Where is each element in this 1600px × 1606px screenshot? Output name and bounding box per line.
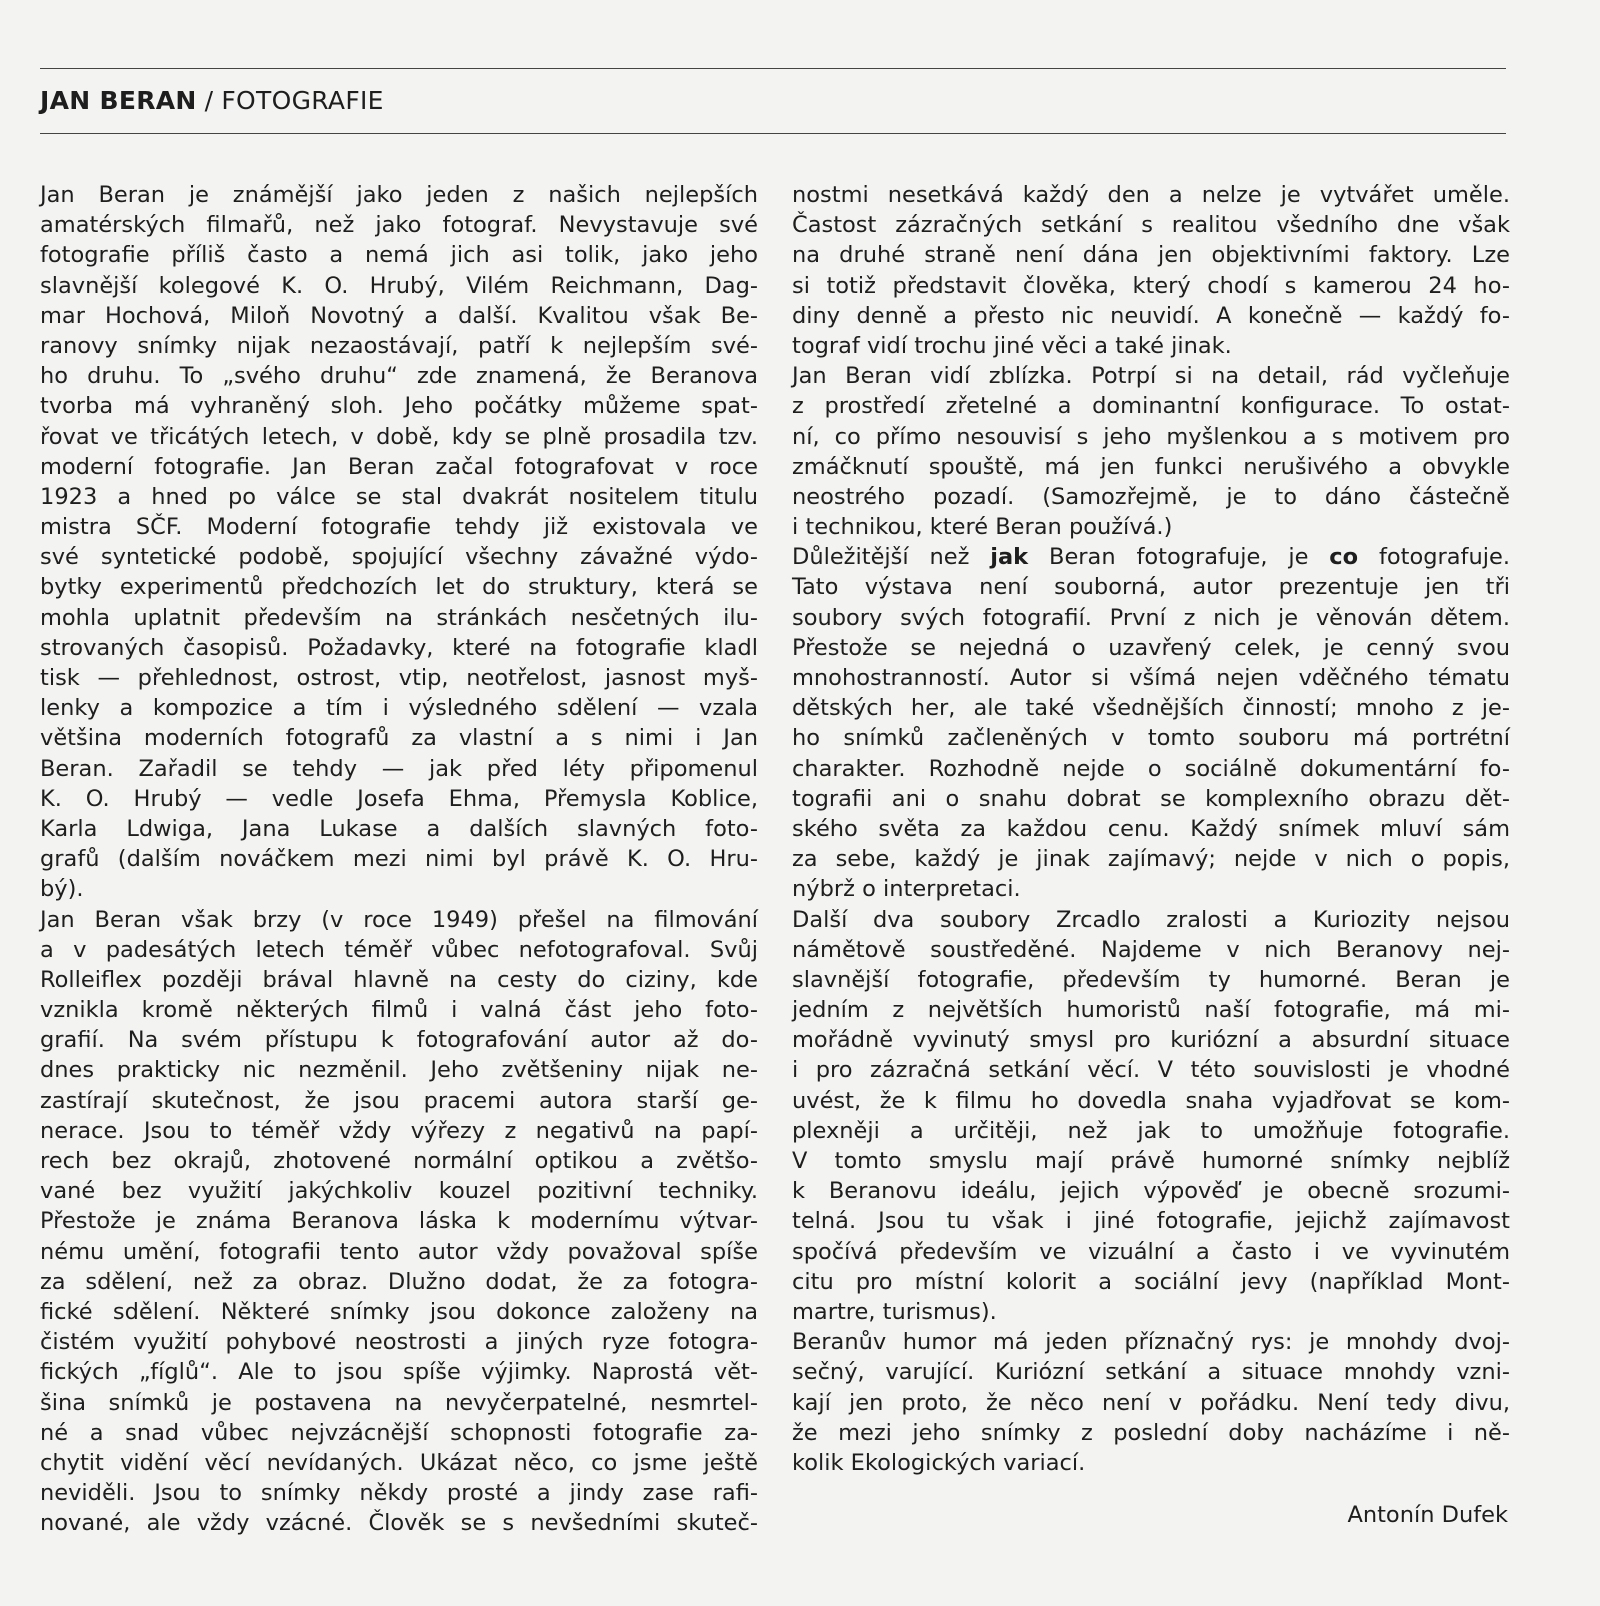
text-line: i technikou, které Beran používá.) [792, 514, 1173, 541]
text-line: bytky experimentů předchozích let do struktury, která se [40, 574, 758, 601]
text-line: charakter. Rozhodně nejde o sociálně dokumentární fo- [792, 755, 1510, 782]
text-segment: Důležitější než [792, 544, 991, 571]
text-line: nované, ale vždy vzácné. Člověk se s nevšedními skuteč- [40, 1510, 758, 1537]
emphasis-word: jak [990, 544, 1029, 571]
text-line: a v padesátých letech téměř vůbec nefotografoval. Svůj [40, 936, 758, 963]
text-line: moderní fotografie. Jan Beran začal fotografovat v roce [40, 453, 758, 480]
text-line: Častost zázračných setkání s realitou všedního dne však [792, 212, 1510, 239]
text-line: tograf vidí trochu jiné věci a také jinak. [792, 332, 1232, 359]
text-line: ského světa za každou cenu. Každý snímek mluví sám [792, 815, 1510, 842]
text-line: mistra SČF. Moderní fotografie tehdy již existovala ve [40, 514, 758, 541]
text-line: plexněji a určitěji, než jak to umožňuje fotografie. [792, 1117, 1510, 1144]
text-line: slavnější fotografie, především ty humorné. Beran je [792, 966, 1510, 993]
text-line: Jan Beran však brzy (v roce 1949) přešel na filmování [40, 906, 758, 933]
text-line: grafií. Na svém přístupu k fotografování autor až do- [40, 1027, 758, 1054]
text-line: jedním z největších humoristů naší fotografie, má mi- [792, 997, 1510, 1024]
text-line: dnes prakticky nic nezměnil. Jeho zvětšeniny nijak ne- [40, 1057, 758, 1084]
text-line: chytit vidění věcí nevídaných. Ukázat něco, co jsme ještě [40, 1449, 758, 1476]
text-line: čistém využití pohybové neostrosti a jiných ryze fotogra- [40, 1329, 758, 1356]
author-name: JAN BERAN [40, 86, 197, 115]
text-line: mar Hochová, Miloň Novotný a další. Kvalitou však Be- [40, 302, 758, 329]
text-line: slavnější kolegové K. O. Hrubý, Vilém Reichmann, Dag- [40, 272, 758, 299]
text-line: nerace. Jsou to téměř vždy výřezy z negativů na papí- [40, 1117, 758, 1144]
text-line: tografii ani o snahu dobrat se komplexního obrazu dět- [792, 785, 1510, 812]
text-line: fických „fíglů“. Ale to jsou spíše výjimky. Naprostá vět- [40, 1359, 758, 1386]
text-line: ranovy snímky nijak nezaostávají, patří k nejlepším své- [40, 332, 758, 359]
text-segment: Beran fotografuje, je [1028, 544, 1330, 571]
text-line: Jan Beran je známější jako jeden z našich nejlepších [40, 182, 758, 208]
text-line: na druhé straně není dána jen objektivními faktory. Lze [792, 242, 1510, 269]
text-line: Tato výstava není souborná, autor prezentuje jen tři [792, 574, 1510, 601]
emphasis-word: co [1329, 544, 1359, 571]
text-line: z prostředí zřetelné a dominantní konfigurace. To ostat- [792, 393, 1510, 420]
text-line: vznikla kromě některých filmů i valná část jeho foto- [40, 997, 758, 1024]
text-line: bý). [40, 876, 84, 903]
text-line: Beranův humor má jeden příznačný rys: je mnohdy dvoj- [792, 1329, 1510, 1356]
text-line: martre, turismus). [792, 1298, 997, 1325]
text-line: mnohostranností. Autor si všímá nejen vděčného tématu [792, 665, 1510, 691]
text-line: si totiž představit člověka, který chodí s kamerou 24 ho- [792, 272, 1510, 299]
text-line: ho druhu. To „svého druhu“ zde znamená, že Beranova [40, 363, 758, 390]
text-line: Další dva soubory Zrcadlo zralosti a Kuriozity nejsou [792, 906, 1510, 933]
text-line: řovat ve třicátých letech, v době, kdy se plně prosadila tzv. [40, 423, 758, 450]
text-line: Přestože se nejedná o uzavřený celek, je cenný svou [792, 634, 1510, 661]
text-line: mořádně vyvinutý smysl pro kuriózní a absurdní situace [792, 1027, 1510, 1054]
text-line: vané bez využití jakýchkoliv kouzel pozitivní techniky. [40, 1178, 758, 1205]
text-line: soubory svých fotografií. První z nich je věnován dětem. [792, 604, 1510, 631]
text-line: dětských her, ale také všednějších činností; mnoho z je- [792, 695, 1510, 722]
text-line: tvorba má vyhraněný sloh. Jeho počátky můžeme spat- [40, 393, 758, 420]
text-line [792, 542, 1510, 572]
top-rule [40, 68, 1506, 69]
text-line: diny denně a přesto nic neuvidí. A konečně — každý fo- [792, 302, 1510, 329]
text-line: citu pro místní kolorit a sociální jevy (například Mont- [792, 1268, 1510, 1295]
text-line: nýbrž o interpretaci. [792, 876, 1021, 903]
text-line: uvést, že k filmu ho dovedla snaha vyjadřovat se kom- [792, 1087, 1510, 1114]
article-signature: Antonín Dufek [1347, 1502, 1508, 1528]
article-column-left [40, 180, 758, 1538]
text-segment: fotografuje. [1358, 544, 1510, 571]
text-line: Přestože je známa Beranova láska k modernímu výtvar- [40, 1208, 758, 1235]
text-line: své syntetické podobě, spojující všechny závažné výdo- [40, 544, 758, 571]
text-line: ho snímků začleněných v tomto souboru má portrétní [792, 725, 1510, 752]
text-line: neviděli. Jsou to snímky někdy prosté a jindy zase rafi- [40, 1480, 758, 1507]
text-line: K. O. Hrubý — vedle Josefa Ehma, Přemysla Koblice, [40, 785, 758, 812]
header-separator: / [204, 86, 214, 115]
text-line: šina snímků je postavena na nevyčerpatelné, nesmrtel- [40, 1389, 758, 1416]
text-line: ní, co přímo nesouvisí s jeho myšlenkou a s motivem pro [792, 423, 1510, 450]
text-line: 1923 a hned po válce se stal dvakrát nositelem titulu [40, 483, 758, 510]
text-line: lenky a kompozice a tím i výsledného sdělení — vzala [40, 695, 758, 722]
text-line: kají jen proto, že něco není v pořádku. Není tedy divu, [792, 1389, 1510, 1416]
text-line: neostrého pozadí. (Samozřejmě, je to dáno částečně [792, 483, 1510, 510]
text-line: za sebe, každý je jinak zajímavý; nejde v nich o popis, [792, 846, 1510, 873]
text-line: k Beranovu ideálu, jejich výpověď je obecně srozumi- [792, 1178, 1510, 1205]
text-line: spočívá především ve vizuální a často i ve vyvinutém [792, 1238, 1510, 1265]
article-column-right [792, 180, 1510, 1478]
page-header [40, 86, 384, 115]
text-line: Karla Ldwiga, Jana Lukase a dalších slavných foto- [40, 815, 758, 842]
text-line: námětově soustředěné. Najdeme v nich Beranovy nej- [792, 936, 1510, 963]
text-line: rech bez okrajů, zhotovené normální optikou a zvětšo- [40, 1148, 758, 1174]
text-line: né a snad vůbec nejvzácnější schopnosti fotografie za- [40, 1419, 758, 1446]
text-line: většina moderních fotografů za vlastní a s nimi i Jan [40, 725, 758, 752]
text-line: za sdělení, než za obraz. Dlužno dodat, že za fotogra- [40, 1268, 758, 1295]
text-line: strovaných časopisů. Požadavky, které na fotografie kladl [40, 634, 758, 661]
header-subtitle: FOTOGRAFIE [221, 86, 384, 115]
text-line: sečný, varující. Kuriózní setkání a situace mnohdy vzni- [792, 1359, 1510, 1386]
text-line: Rolleiflex později brával hlavně na cesty do ciziny, kde [40, 966, 758, 993]
text-line: nostmi nesetkává každý den a nelze je vytvářet uměle. [792, 182, 1510, 208]
text-line: grafů (dalším nováčkem mezi nimi byl právě K. O. Hru- [40, 846, 758, 873]
text-line: že mezi jeho snímky z poslední doby nacházíme i ně- [792, 1419, 1510, 1446]
text-line: Jan Beran vidí zblízka. Potrpí si na detail, rád vyčleňuje [792, 363, 1510, 390]
text-line: amatérských filmařů, než jako fotograf. Nevystavuje své [40, 212, 758, 239]
text-line: telná. Jsou tu však i jiné fotografie, jejichž zajímavost [792, 1208, 1510, 1235]
text-line: zastírají skutečnost, že jsou pracemi autora starší ge- [40, 1087, 758, 1114]
bottom-rule [40, 133, 1506, 134]
text-line: tisk — přehlednost, ostrost, vtip, neotřelost, jasnost myš- [40, 665, 758, 691]
text-line: i pro zázračná setkání věcí. V této souvislosti je vhodné [792, 1057, 1510, 1084]
text-line: kolik Ekologických variací. [792, 1449, 1086, 1476]
text-line: V tomto smyslu mají právě humorné snímky nejblíž [792, 1148, 1510, 1174]
text-line: Beran. Zařadil se tehdy — jak před léty připomenul [40, 755, 758, 782]
text-line: mohla uplatnit především na stránkách nesčetných ilu- [40, 604, 758, 631]
text-line: zmáčknutí spouště, má jen funkci nerušivého a obvykle [792, 453, 1510, 480]
text-line: fické sdělení. Některé snímky jsou dokonce založeny na [40, 1298, 758, 1325]
text-line: fotografie příliš často a nemá jich asi tolik, jako jeho [40, 242, 758, 269]
text-line: nému umění, fotografii tento autor vždy považoval spíše [40, 1238, 758, 1265]
